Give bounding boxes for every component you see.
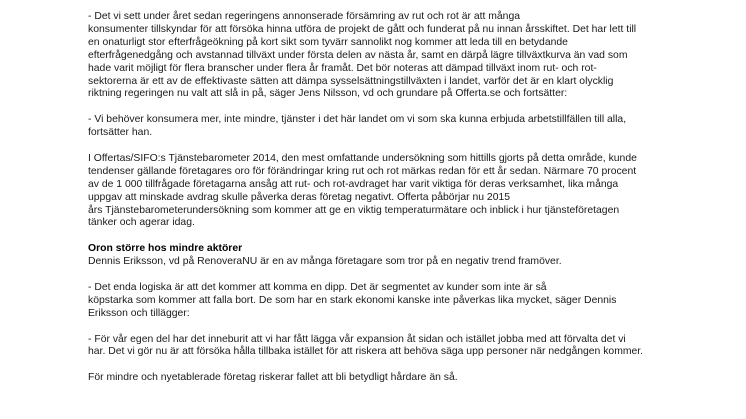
text-line: - Det vi sett under året sedan regeringens annonserade försämring av rut och rot är att många	[88, 11, 521, 22]
text-line: efterfrågenedgång och avstannad tillväxt under första delen av nästa år, samt en därpå lägre tillväxtkurva än vad som	[88, 49, 628, 61]
text-line: Eriksson och tillägger:	[88, 307, 190, 319]
paragraph-spacer	[88, 140, 688, 153]
text-line: köpstarka som kommer att falla bort. De som har en stark ekonomi kanske inte påverkas lika mycket, säger Dennis	[88, 294, 617, 306]
text-line: tendenser gällande företagares oro för förändringar kring rut och rot märkas redan för ett år sedan. Närmare 70 procent	[88, 165, 637, 177]
text-line: uppgav att minskade avdrag skulle påverka deras företag negativt. Offerta påbörjar nu 2015	[88, 191, 511, 203]
section-heading: Oron större hos mindre aktörer	[88, 243, 243, 255]
paragraph-consume-more	[88, 114, 688, 140]
text-line: riktning regeringen nu valt att slå in på, säger Jens Nilsson, vd och grundare på Offerta.se och fortsätter:	[88, 88, 568, 100]
section-intro: Dennis Eriksson, vd på RenoveraNU är en av många företagare som tror på en negativ trend framöver.	[88, 256, 562, 268]
text-line: har. Det vi gör nu är att försöka hålla tillbaka istället för att riskera att behöva säga upp personer när nedgången kommer.	[88, 346, 644, 358]
text-line: en onaturligt stor efterfrågeökning på kort sikt som tyvärr sannolikt nog kommer att leda till en betydande	[88, 36, 568, 48]
text-line: - Det enda logiska är att det kommer att komma en dipp. Det är segmentet av kunder som inte är så	[88, 281, 547, 293]
paragraph-spacer	[88, 101, 688, 114]
paragraph-spacer	[88, 321, 688, 334]
paragraph-spacer	[88, 359, 688, 372]
paragraph-spacer	[88, 269, 688, 282]
text-line: För mindre och nyetablerade företag riskerar fallet att bli betydligt hårdare än så.	[88, 372, 458, 384]
text-line: fortsätter han.	[88, 127, 153, 139]
paragraph-tjanstebarometer	[88, 153, 688, 230]
text-line: sektorerna är ett av de effektivaste sätten att dämpa sysselsättningstillväxten i landet, varför det är en klart olycklig	[88, 75, 614, 87]
paragraph-dennis-eriksson-quote	[88, 282, 688, 321]
text-line: tänker och agerar idag.	[88, 217, 195, 229]
paragraph-smaller-companies	[88, 372, 688, 385]
text-line: hade varit möjligt för flera branscher under flera år framåt. Det bör noteras att dämpad tillväxt inom rut- och rot-	[88, 62, 597, 74]
text-line: konsumenter tillskyndar för att försöka hinna utföra de projekt de gått och funderat på nu innan årsskiftet. Det har lett till	[88, 23, 637, 35]
text-line: I Offertas/SIFO:s Tjänstebarometer 2014, den mest omfattande undersökning som hittills gjorts på detta område, kunde	[88, 152, 637, 164]
press-release-body	[88, 11, 688, 385]
text-line: års Tjänstebarometerundersökning som kommer att ge en viktig temperaturmätare och inblick i hur tjänsteföretagen	[88, 204, 620, 216]
text-line: - Vi behöver konsumera mer, inte mindre, tjänster i det här landet om vi som ska kunna erbjuda arbetstillfällen till alla,	[88, 114, 627, 126]
paragraph-expansion	[88, 334, 688, 360]
text-line: - För vår egen del har det inneburit att vi har fått lägga vår expansion åt sidan och istället jobba med att förvalta det vi	[88, 333, 626, 345]
paragraph-jens-nilsson-quote	[88, 11, 688, 101]
paragraph-spacer	[88, 230, 688, 243]
text-line: av de 1 000 tillfrågade företagarna ansåg att rut- och rot-avdraget har varit viktiga för deras verksamhet, lika många	[88, 178, 619, 190]
